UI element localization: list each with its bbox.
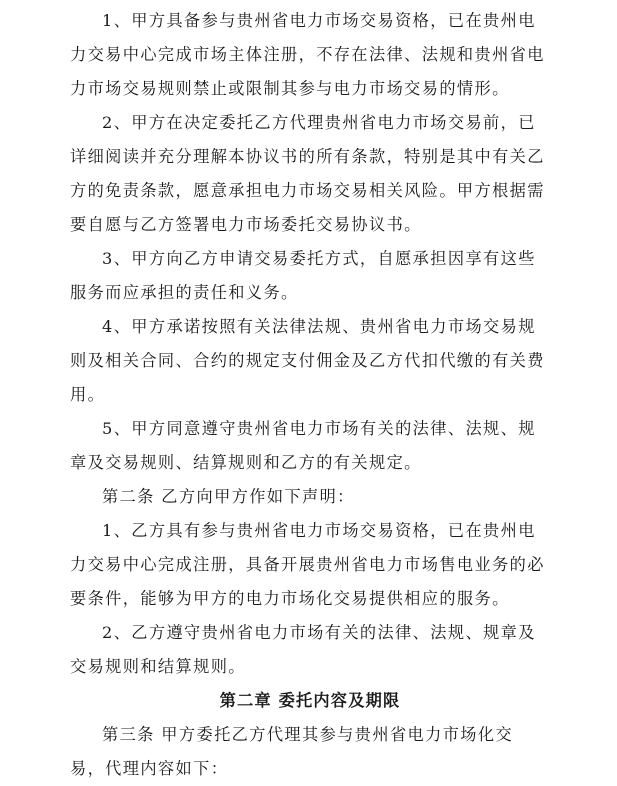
text-line: 要自愿与乙方签署电力市场委托交易协议书。 — [70, 215, 422, 234]
text-line: 方的免责条款，愿意承担电力市场交易相关风险。甲方根据需 — [70, 181, 545, 200]
text-line: 力交易中心完成市场主体注册，不存在法律、法规和贵州省电 — [70, 45, 545, 64]
text-line: 则及相关合同、合约的规定支付佣金及乙方代扣代缴的有关费 — [70, 351, 545, 370]
text-line: 3、甲方向乙方申请交易委托方式，自愿承担因享有这些 — [102, 249, 536, 268]
text-line: 力市场交易规则禁止或限制其参与电力市场交易的情形。 — [70, 79, 510, 98]
text-line: 服务而应承担的责任和义务。 — [70, 283, 299, 302]
party-a-clause-1 — [70, 4, 550, 106]
party-b-clause-2 — [70, 616, 550, 684]
text-line: 章及交易规则、结算规则和乙方的有关规定。 — [70, 453, 422, 472]
text-line: 用。 — [70, 385, 106, 404]
party-a-clause-2 — [70, 106, 550, 242]
text-line: 1、甲方具备参与贵州省电力市场交易资格，已在贵州电 — [102, 11, 536, 30]
article-3 — [70, 718, 550, 786]
document-page — [70, 0, 550, 786]
text-line: 2、甲方在决定委托乙方代理贵州省电力市场交易前，已 — [102, 113, 536, 132]
text-line: 详细阅读并充分理解本协议书的所有条款，特别是其中有关乙 — [70, 147, 545, 166]
text-line: 5、甲方同意遵守贵州省电力市场有关的法律、法规、规 — [102, 419, 536, 438]
party-a-clause-5 — [70, 412, 550, 480]
text-line: 要条件，能够为甲方的电力市场化交易提供相应的服务。 — [70, 589, 510, 608]
text-line: 4、甲方承诺按照有关法律法规、贵州省电力市场交易规 — [102, 317, 536, 336]
party-a-clause-3 — [70, 242, 550, 310]
text-line: 力交易中心完成注册，具备开展贵州省电力市场售电业务的必 — [70, 555, 545, 574]
text-line: 2、乙方遵守贵州省电力市场有关的法律、法规、规章及 — [102, 623, 536, 642]
party-b-clause-1 — [70, 514, 550, 616]
text-line: 易，代理内容如下： — [70, 759, 229, 778]
party-a-clause-4 — [70, 310, 550, 412]
text-line: 交易规则和结算规则。 — [70, 657, 246, 676]
text-line: 第三条 甲方委托乙方代理其参与贵州省电力市场化交 — [102, 725, 514, 744]
chapter-2-heading: 第二章 委托内容及期限 — [219, 691, 401, 710]
article-2-heading: 第二条 乙方向甲方作如下声明： — [102, 487, 355, 506]
text-line: 1、乙方具有参与贵州省电力市场交易资格，已在贵州电 — [102, 521, 536, 540]
